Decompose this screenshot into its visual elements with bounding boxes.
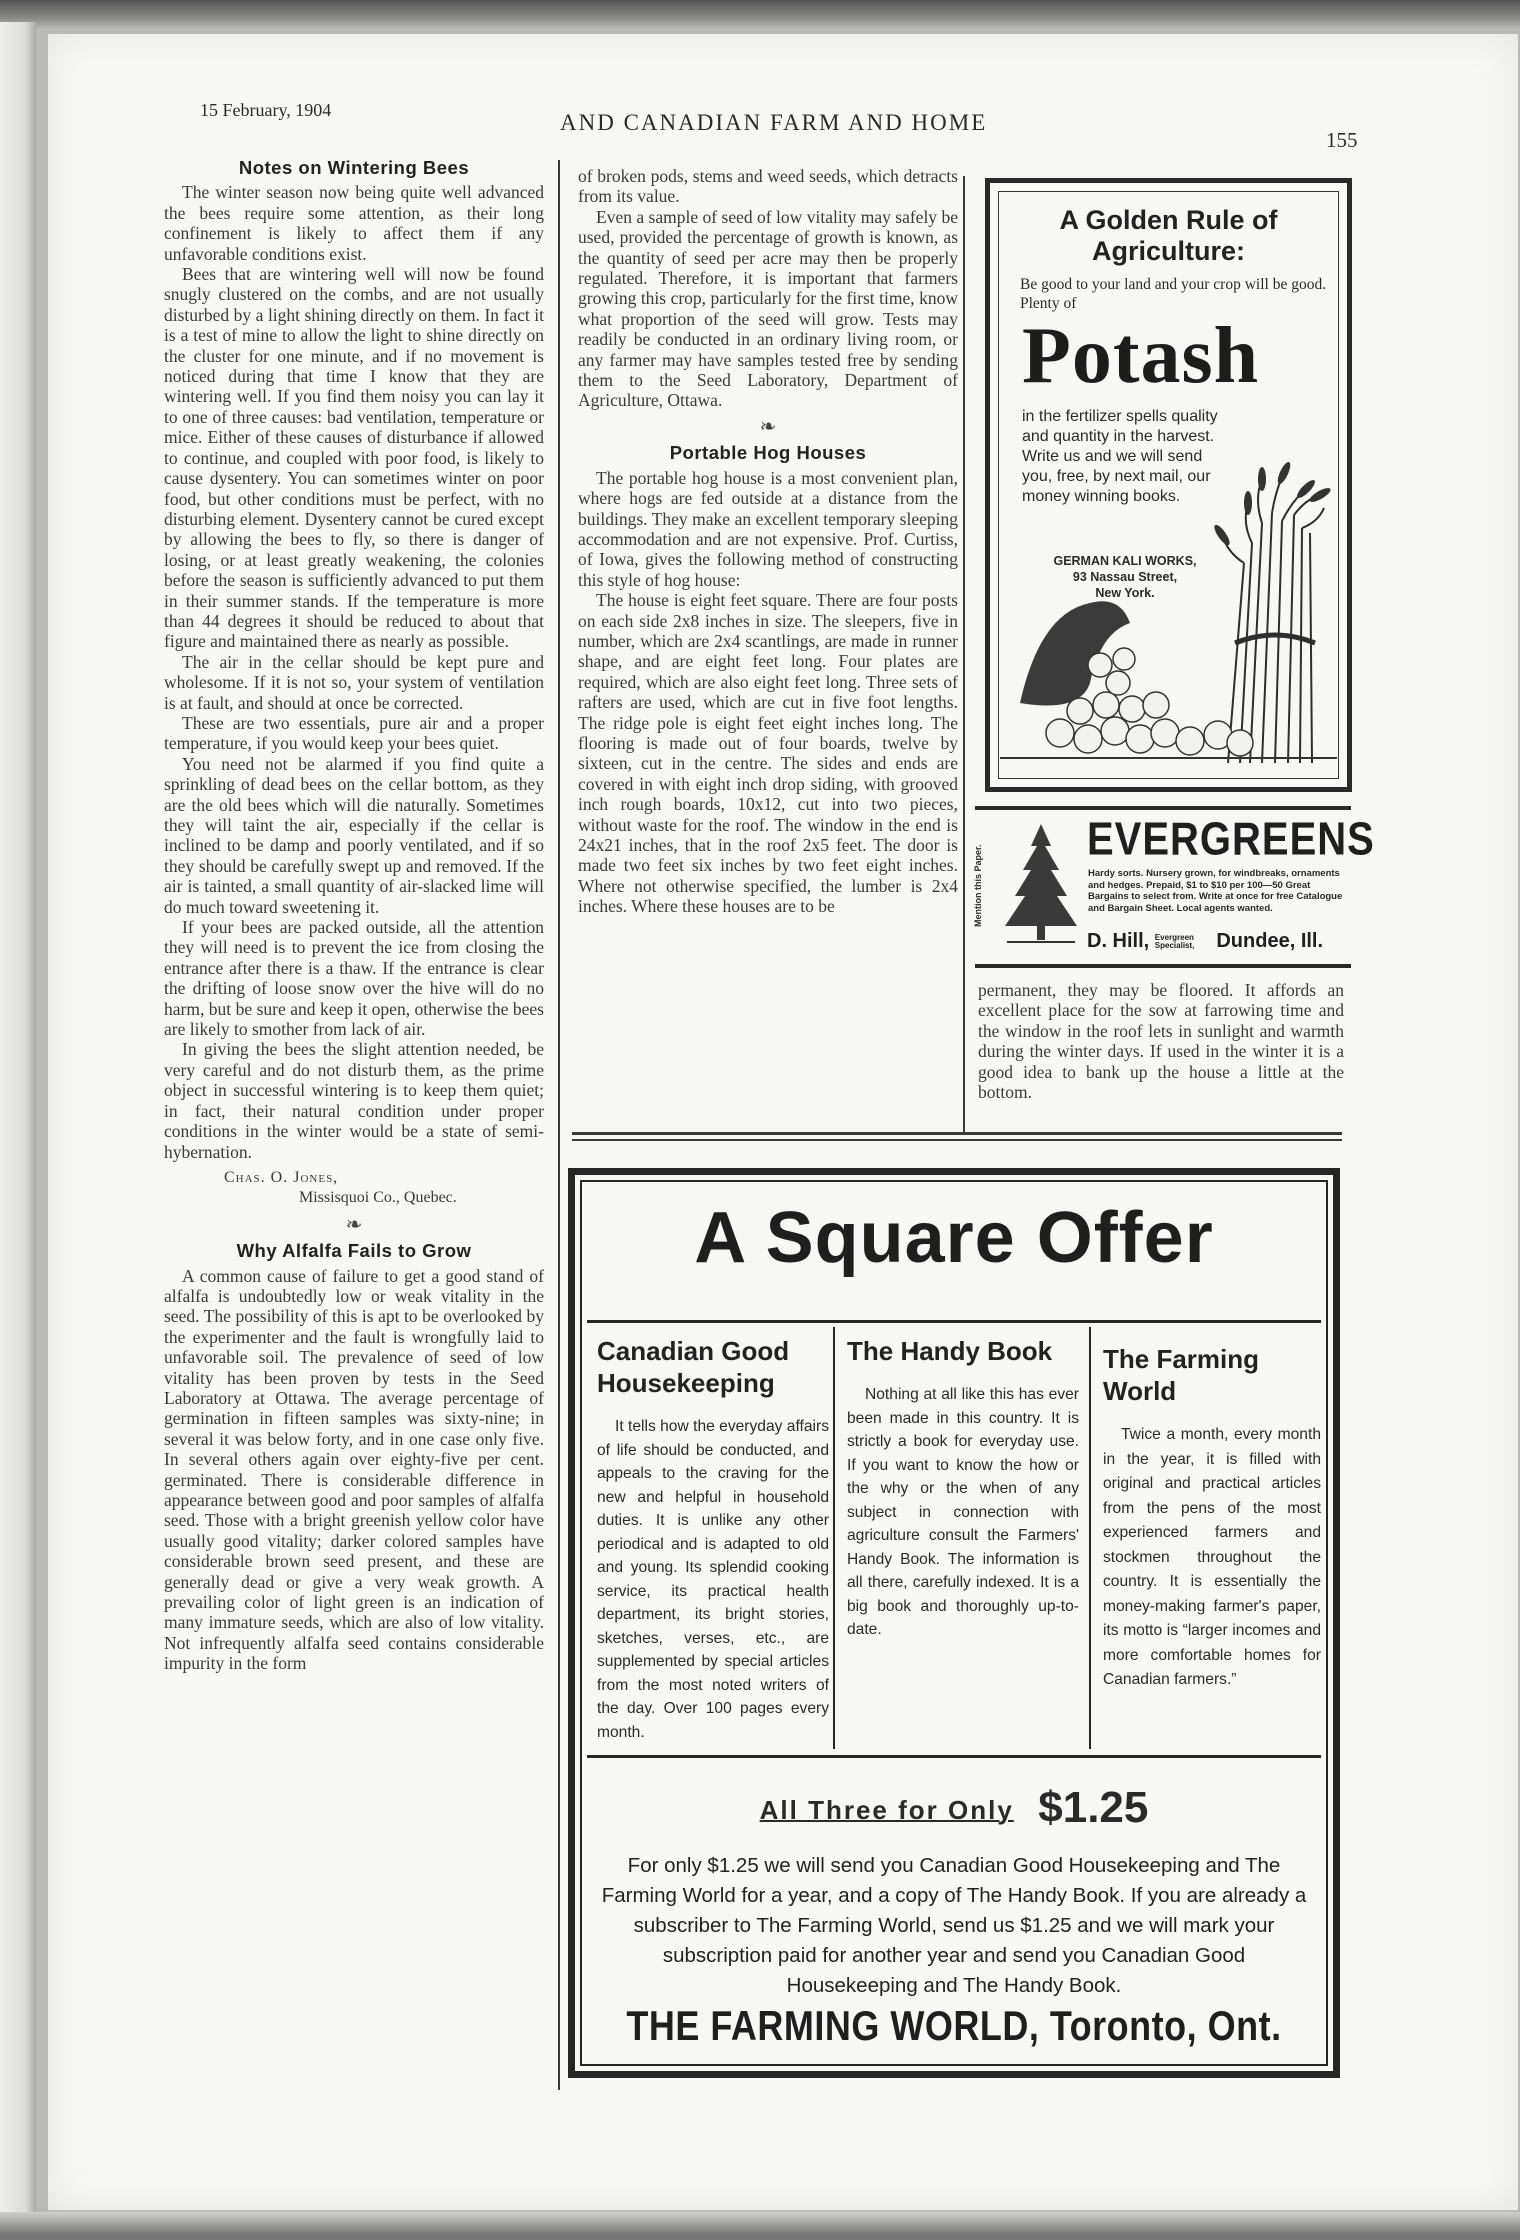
potash-body: in the fertilizer spells quality and quantity in the harvest. Write us and we will send you, free, by next mail, our money winning books.: [1022, 408, 1218, 505]
column-rule: [558, 160, 560, 2090]
page-number: 155: [1326, 128, 1358, 152]
leaf-ornament-icon: ❧: [759, 415, 777, 438]
potash-city: New York.: [1095, 586, 1155, 600]
evergreens-ad: [973, 806, 1375, 968]
bees-paragraph: These are two essentials, pure air and a proper temperature, if you would keep your bees quiet.: [164, 712, 544, 754]
offer-price: $1.25: [1038, 1783, 1149, 1832]
potash-street: 93 Nassau Street,: [1072, 570, 1178, 584]
column-right-continuation: [978, 980, 1344, 1102]
signature-place: Missisquoi Co., Quebec.: [299, 1189, 457, 1207]
offer-column-housekeeping: [597, 1335, 829, 1744]
offer-column-title: The Farming World: [1103, 1344, 1260, 1406]
bees-paragraph: Bees that are wintering well will now be found snugly clustered on the combs, and are not usually disturbed by a light shining directly on them. In fact it is a test of mine to allow the light to shine directly on the cluster for one minute, and if no movement is noticed during that time I know that they are wintering well. If you find them noisy you can lay it to one of three causes: bad ventilation, temperature or mice. Either of these causes of disturbance if allowed to continue, and coupled with poor food, is likely to cause dysentery. You can sometimes winter on poor food, but other conditions must be perfect, with no disturbing element. Dysentery cannot be cured except by allowing the bees to fly, so there is danger of losing, or at least greatly weakening, the colonies before the season is sufficiently advanced to put them in their summer stands. If the temperature is more than 44 degrees it should be reduced to about that figure and maintained there as nearly as possible.: [164, 264, 544, 652]
offer-column-text: Nothing at all like this has ever been made in this country. It is strictly a book for everyday use. If you want to know the how or the why or the when of any subject in connection with agriculture consult the Farmers' Handy Book. The information is all there, carefully indexed. It is a big book and thoroughly up-to-date.: [847, 1386, 1079, 1638]
leaf-ornament-icon: ❧: [345, 1213, 363, 1236]
column-rule: [963, 176, 965, 1134]
header-date: 15 February, 1904: [200, 100, 332, 120]
bees-signature: [164, 1168, 544, 1209]
potash-headline: A Golden Rule of Agriculture:: [1059, 205, 1278, 266]
evergreens-description: Hardy sorts. Nursery grown, for windbreaks, ornaments and hedges. Prepaid, $1 to $10 per 100—50 Great Bargains to select from. Write at once for free Catalogue and Bargain Sheet. Local agents wanted.: [1088, 868, 1343, 914]
evergreens-title: EVERGREENS: [1087, 814, 1375, 865]
bees-paragraph: You need not be alarmed if you find quite a sprinkling of dead bees on the cellar bottom, as they are the old bees which will die naturally. Sometimes they will taint the air, especially if the cellar is inclined to be damp and poorly ventilated, and if so they should be carefully swept up and removed. If the air is tainted, a small quantity of air-slacked lime will do much toward sweetening it.: [164, 753, 544, 917]
scan-border-left: [0, 22, 36, 2222]
potash-ad: [985, 178, 1352, 792]
bees-paragraph: In giving the bees the slight attention needed, be very careful and do not disturb them, as the prime object in successful wintering is to keep them quiet; in fact, their natural condition under proper conditions in the winter would be a state of semi-hybernation.: [164, 1039, 544, 1162]
header-title: AND CANADIAN FARM AND HOME: [560, 110, 988, 135]
scan-border-bottom: [0, 2212, 1520, 2240]
offer-body-text: For only $1.25 we will send you Canadian Good Housekeeping and The Farming World for a year, and a copy of The Handy Book. If you are already a subscriber to The Farming World, send us $1.25 and we will mark your subscription paid for another year and send you Canadian Good Housekeeping and The Handy Book.: [601, 1854, 1307, 1997]
bees-paragraph: The winter season now being quite well advanced the bees require some attention, as their long confinement is likely to affect them if any unfavorable conditions exist.: [164, 182, 544, 264]
offer-column-text: Twice a month, every month in the year, it is filled with original and practical articles from the pens of the most experienced farmers and stockmen throughout the country. It is essentially the money-making farmer's paper, its motto is “larger incomes and more comfortable homes for Canadian farmers.”: [1103, 1426, 1321, 1688]
offer-column-text: It tells how the everyday affairs of life should be conducted, and appeals to the craving for the new and helpful in household duties. It is unlike any other periodical and is adapted to old and young. Its splendid cooking service, its practical health department, its bright stories, sketches, verses, etc., are supplemented by special articles from the most noted writers of the day. Over 100 pages every month.: [597, 1418, 829, 1741]
offer-column-title: The Handy Book: [847, 1336, 1053, 1366]
potash-address: [1030, 553, 1220, 601]
seller-city: Dundee, Ill.: [1216, 930, 1324, 952]
divider: [587, 1755, 1321, 1758]
bees-paragraph: The air in the cellar should be kept pure and wholesome. If it is not so, your system of ventilation is at fault, and should at once be corrected.: [164, 651, 544, 713]
signature-name: Chas. O. Jones,: [224, 1168, 339, 1186]
column-left: [164, 152, 544, 1674]
potash-big-word: Potash: [1022, 312, 1260, 400]
alfalfa-paragraph: of broken pods, stems and weed seeds, which detracts from its value.: [578, 166, 958, 207]
article-title-hog: Portable Hog Houses: [669, 442, 867, 464]
offer-column-title: Canadian Good Housekeeping: [597, 1336, 790, 1398]
alfalfa-paragraph: A common cause of failure to get a good stand of alfalfa is undoubtedly low or weak vitality in the seed. The possibility of this is apt to be overlooked by the experimenter and the fault is wrongfully laid to unfavorable soil. The prevalence of seed of low vitality has been proven by tests in the Seed Laboratory at Ottawa. The average percentage of germination in fifteen samples was sixty-nine; in several it was below forty, and in one case only five. In several others again over eighty-five per cent. germinated. There is considerable difference in appearance between good and poor samples of alfalfa seed. Those with a bright greenish yellow color have usually good vitality; darker colored samples have considerable brown seed present, and these are generally dead or give a very weak growth. A prevailing color of light green is an indication of many immature seeds, which are also of low vitality. Not infrequently alfalfa seed contains considerable impurity in the form: [164, 1265, 544, 1674]
section-rule: [572, 1132, 1342, 1135]
all-three-label: All Three for Only: [759, 1795, 1014, 1825]
square-offer-headline: A Square Offer: [694, 1198, 1214, 1278]
seller-name: D. Hill,: [1087, 930, 1150, 952]
scan-border-top: [0, 0, 1520, 30]
column-divider: [833, 1327, 835, 1749]
offer-column-farming-world: [1103, 1343, 1321, 1693]
evergreens-mention: Mention this Paper.: [973, 844, 983, 928]
column-divider: [1089, 1327, 1091, 1749]
evergreens-seller: [1087, 930, 1323, 953]
publisher-name: THE FARMING WORLD, Toronto, Ont.: [626, 2001, 1282, 2049]
hog-paragraph: The portable hog house is a most convenient plan, where hogs are fed outside at a distance from the buildings. They make an excellent temporary sleeping accommodation and are not expensive. Prof. Curtiss, of Iowa, gives the following method of constructing this style of hog house:: [578, 467, 958, 590]
article-title-bees: Notes on Wintering Bees: [238, 157, 470, 178]
divider: [587, 1320, 1321, 1323]
seller-title: Evergreen Specialist,: [1154, 932, 1195, 950]
alfalfa-paragraph: Even a sample of seed of low vitality may safely be used, provided the percentage of growth is known, as the quantity of seed per acre may then be properly regulated. Therefore, it is important that farmers growing this crop, particularly for the first time, know what proportion of the seed will grow. Tests may readily be conducted in an ordinary living room, or any farmer may have samples tested free by sending them to the Seed Laboratory, Department of Agriculture, Ottawa.: [578, 206, 958, 411]
potash-company: GERMAN KALI WORKS,: [1053, 554, 1197, 568]
section-rule: [572, 1139, 1342, 1141]
evergreen-tree-icon: [997, 820, 1085, 952]
square-offer-ad: [568, 1168, 1340, 2078]
offer-column-handy-book: [847, 1335, 1079, 1642]
article-title-alfalfa: Why Alfalfa Fails to Grow: [236, 1240, 472, 1262]
bees-paragraph: If your bees are packed outside, all the attention they will need is to prevent the ice from closing the entrance after there is a thaw. If the entrance is clear the drifting of loose snow over the hive will do no harm, but be sure and keep it open, otherwise the bees are likely to smother from lack of air.: [164, 917, 544, 1040]
hog-paragraph: The house is eight feet square. There are four posts on each side 2x8 inches in size. The sleepers, five in number, which are 2x4 scantlings, are made in runner shape, and are eight feet long. Four plates are required, which are also eight feet long. Three sets of rafters are used, which are cut in five foot lengths. The ridge pole is eight feet eight inches long. The flooring is made out of four boards, twelve by sixteen, cut in the centre. The sides and ends are covered in with eight inch drop siding, with grooved inch rough boards, 10x12, cut into two pieces, without waste for the roof. The window in the end is 24x21 inches, that in the roof 2x5 feet. The door is made two feet six inches by two feet eight inches. Where not otherwise specified, the lumber is 2x4 inches. Where these houses are to be: [578, 590, 958, 917]
potash-subline: Be good to your land and your crop will be good. Plenty of: [1020, 276, 1327, 312]
hog-paragraph: permanent, they may be floored. It affords an excellent place for the sow at farrowing time and the window in the roof lets in sunlight and warmth during the winter days. If used in the winter it is a good idea to bank up the house a little at the bottom.: [978, 980, 1344, 1103]
column-middle: [578, 166, 958, 917]
all-three-line: [575, 1783, 1333, 1833]
